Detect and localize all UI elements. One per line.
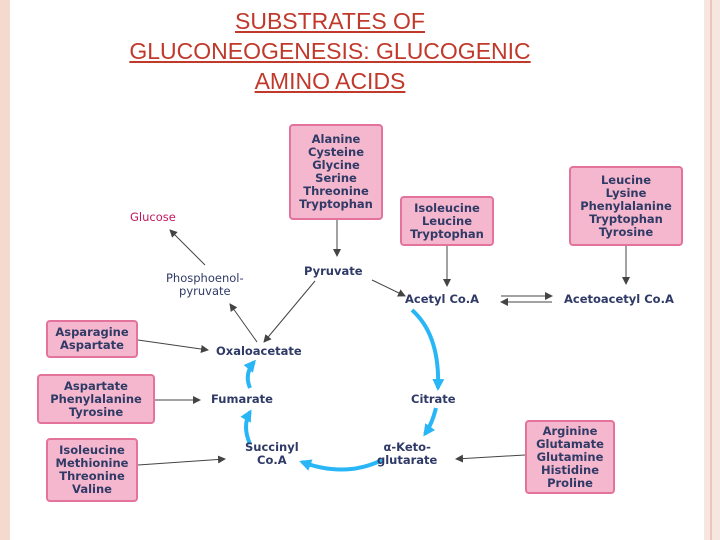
- amino-tryptophan: Tryptophan: [410, 226, 484, 241]
- metabolite-glucose: Glucose: [130, 210, 176, 224]
- title-line-3: AMINO ACIDS: [254, 68, 406, 94]
- akg-line-2: glutarate: [377, 453, 438, 467]
- succinyl-line-2: Co.A: [257, 453, 287, 467]
- arrow-pyruvate-to-oxaloacetate: [264, 281, 315, 342]
- metabolite-fumarate: Fumarate: [211, 392, 273, 406]
- metabolite-alpha-ketoglutarate: [377, 441, 437, 467]
- amino-cysteine: Cysteine: [307, 145, 364, 159]
- metabolite-acetoacetyl-coa: Acetoacetyl Co.A: [564, 292, 674, 306]
- metabolite-phosphoenolpyruvate: [166, 272, 244, 298]
- amino-leucine: Leucine: [421, 213, 473, 228]
- arrow-asparagine-to-oxaloacetate: [138, 340, 208, 350]
- amino-proline: Proline: [547, 475, 593, 490]
- arrow-pyruvate-to-acetyl: [372, 280, 405, 296]
- amino-box-isoleucine-group: [400, 196, 494, 246]
- amino-aspartate: Aspartate: [60, 338, 124, 352]
- metabolite-citrate: Citrate: [411, 392, 456, 406]
- metabolite-succinyl-coa: [245, 441, 299, 467]
- amino-methionine: Methionine: [55, 456, 129, 470]
- amino-asparagine: Asparagine: [55, 325, 129, 339]
- pep-line-1: Phosphoenol-: [166, 271, 244, 285]
- cycle-arrow-acetyl-to-citrate: [412, 310, 438, 388]
- amino-box-leucine-group: [569, 166, 683, 246]
- amino-lysine: Lysine: [605, 185, 647, 200]
- amino-box-aspartate-group: [37, 374, 155, 424]
- metabolite-pyruvate: Pyruvate: [304, 264, 363, 278]
- title-line-1: SUBSTRATES OF: [235, 8, 425, 34]
- amino-glutamate: Glutamate: [536, 436, 604, 451]
- amino-glutamine: Glutamine: [536, 449, 604, 464]
- amino-box-alanine-group: [289, 124, 383, 220]
- amino-isoleucine: Isoleucine: [414, 200, 480, 215]
- amino-valine: Valine: [72, 482, 112, 496]
- amino-box-isoleucine-left-group: [46, 438, 138, 502]
- amino-leucine: Leucine: [600, 172, 652, 187]
- amino-tryptophan: Tryptophan: [589, 211, 663, 226]
- amino-phenylalanine: Phenylalanine: [580, 198, 672, 213]
- amino-alanine: Alanine: [311, 132, 361, 146]
- arrow-isoleucine-to-succinyl: [138, 459, 225, 465]
- amino-aspartate: Aspartate: [64, 378, 128, 393]
- amino-histidine: Histidine: [540, 462, 599, 477]
- amino-tyrosine: Tyrosine: [598, 224, 654, 239]
- title-line-2: GLUCONEOGENESIS: GLUCOGENIC: [129, 38, 531, 64]
- amino-isoleucine: Isoleucine: [59, 443, 125, 457]
- metabolite-acetyl-coa: Acetyl Co.A: [405, 292, 480, 306]
- cycle-arrow-akg-to-succinyl: [302, 460, 382, 470]
- cycle-arrow-citrate-to-akg: [425, 408, 436, 434]
- cycle-arrow-fumarate-to-oxaloacetate: [248, 362, 254, 388]
- amino-glycine: Glycine: [312, 158, 360, 172]
- pep-line-2: pyruvate: [179, 284, 231, 298]
- arrow-pep-to-glucose: [170, 230, 205, 265]
- amino-tyrosine: Tyrosine: [68, 404, 124, 419]
- amino-threonine: Threonine: [303, 184, 369, 198]
- amino-serine: Serine: [315, 171, 357, 185]
- amino-box-asparagine-group: [46, 320, 138, 358]
- arrow-arginine-to-akg: [456, 455, 525, 459]
- amino-phenylalanine: Phenylalanine: [50, 391, 142, 406]
- metabolite-oxaloacetate: Oxaloacetate: [216, 344, 302, 358]
- amino-tryptophan: Tryptophan: [299, 197, 373, 211]
- arrow-oxaloacetate-to-pep: [230, 304, 257, 342]
- akg-line-1: α-Keto-: [383, 440, 431, 454]
- succinyl-line-1: Succinyl: [245, 440, 299, 454]
- amino-arginine: Arginine: [542, 423, 598, 438]
- amino-threonine: Threonine: [59, 469, 125, 483]
- amino-box-arginine-group: [525, 420, 615, 494]
